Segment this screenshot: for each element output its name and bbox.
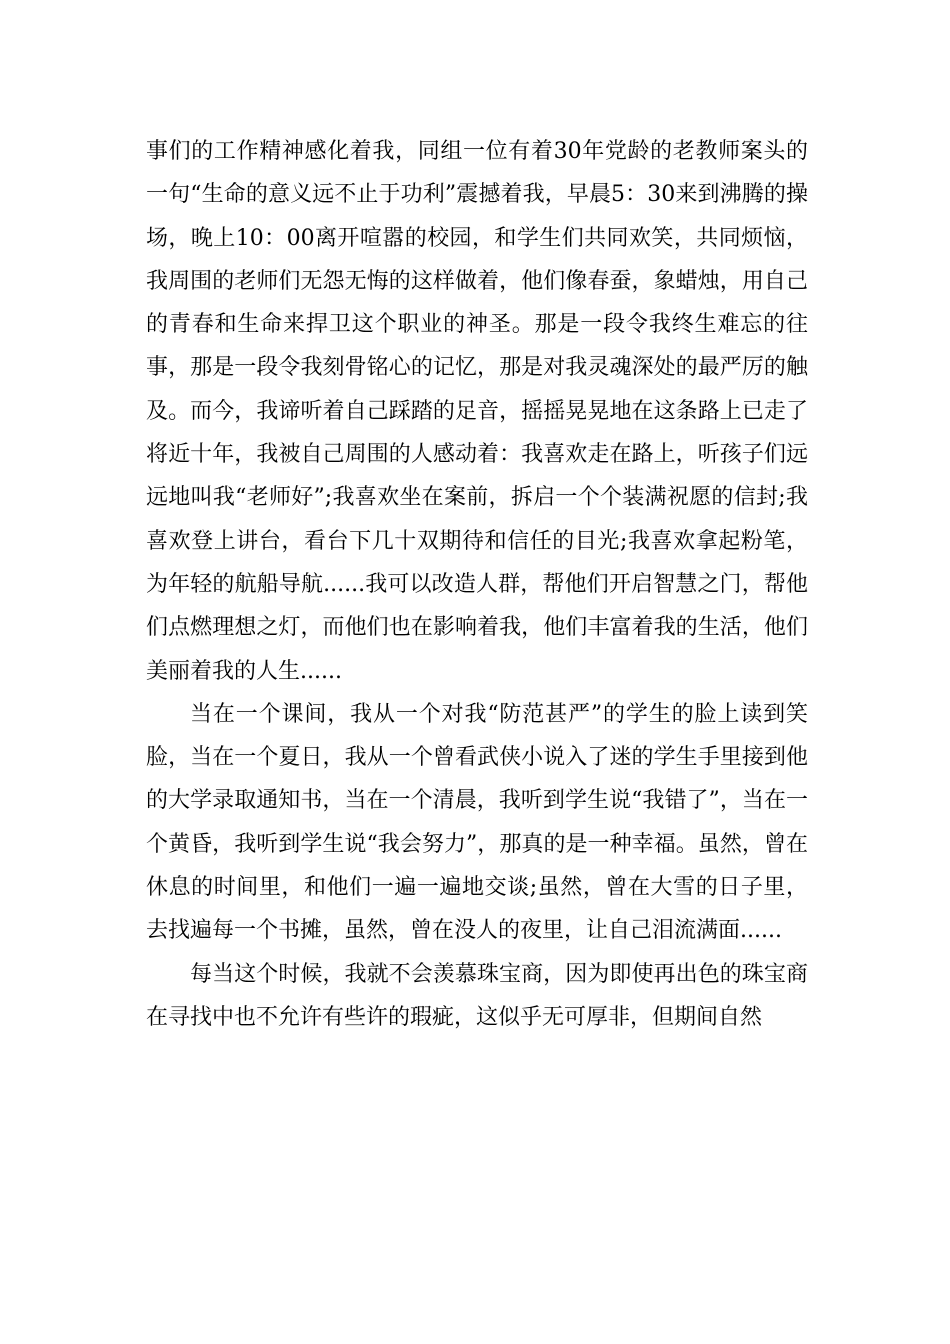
paragraph-3: 每当这个时候，我就不会羡慕珠宝商，因为即使再出色的珠宝商在寻找中也不允许有些许的瑕疵，这似乎无可厚非，但期间自然	[146, 961, 808, 1030]
paragraph-1: 事们的工作精神感化着我，同组一位有着30年党龄的老教师案头的一句“生命的意义远不止于功利”震撼着我，早晨5：30来到沸腾的操场，晚上10：00离开喧嚣的校园，和学生们共同欢笑，共同烦恼，我周围的老师们无怨无悔的这样做着，他们像春蚕，象蜡烛，用自己的青春和生命来捍卫这个职业的神圣。那是一段令我终生难忘的往事，那是一段令我刻骨铭心的记忆，那是对我灵魂深处的最严厉的触及。而今，我谛听着自己踩踏的足音，摇摇晃晃地在这条路上已走了将近十年，我被自己周围的人感动着：我喜欢走在路上，听孩子们远远地叫我“老师好”;我喜欢坐在案前，拆启一个个装满祝愿的信封;我喜欢登上讲台，看台下几十双期待和信任的目光;我喜欢拿起粉笔，为年轻的航船导航......我可以改造人群，帮他们开启智慧之门，帮他们点燃理想之灯，而他们也在影响着我，他们丰富着我的生活，他们美丽着我的人生......	[146, 139, 808, 684]
document-body	[146, 130, 808, 1039]
paragraph-2: 当在一个课间，我从一个对我“防范甚严”的学生的脸上读到笑脸，当在一个夏日，我从一个曾看武侠小说入了迷的学生手里接到他的大学录取通知书，当在一个清晨，我听到学生说“我错了”，当在一个黄昏，我听到学生说“我会努力”，那真的是一种幸福。虽然，曾在休息的时间里，和他们一遍一遍地交谈;虽然，曾在大雪的日子里，去找遍每一个书摊，虽然，曾在没人的夜里，让自己泪流满面......	[146, 701, 808, 944]
